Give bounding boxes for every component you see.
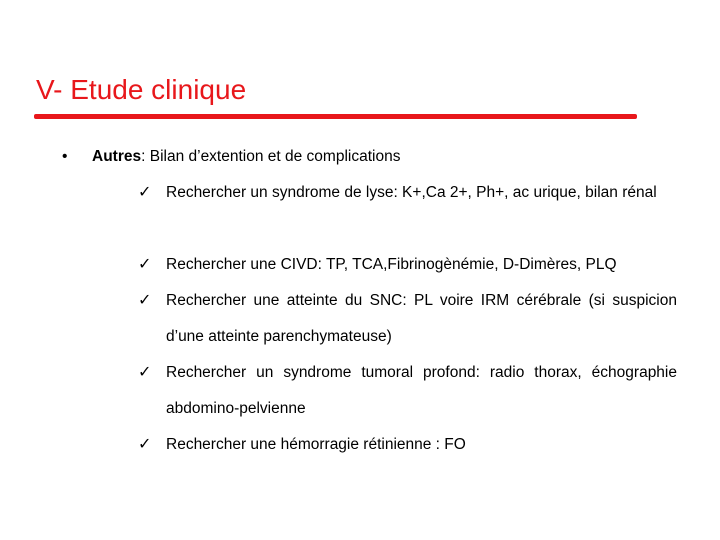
bullet-text: Bilan d’extention et de complications [145, 148, 401, 165]
bullet-key: Autres [92, 148, 142, 165]
title-underline [34, 114, 637, 119]
bullet-colon: : [141, 148, 146, 165]
checkmark-icon: ✓ [138, 364, 152, 381]
list-item: Rechercher une atteinte du SNC: PL voire IRM cérébrale (si suspicion d’une atteinte parenchymateuse) [166, 292, 677, 345]
bullet-dot-icon: • [62, 148, 68, 165]
list-item: Rechercher une CIVD: TP, TCA,Fibrinogènémie, D-Dimères, PLQ [166, 256, 617, 273]
checkmark-icon: ✓ [138, 292, 152, 309]
checkmark-icon: ✓ [138, 256, 152, 273]
list-item: Rechercher un syndrome tumoral profond: radio thorax, échographie abdomino-pelvienne [166, 364, 677, 417]
list-item: Rechercher un syndrome de lyse: K+,Ca 2+, Ph+, ac urique, bilan rénal [166, 184, 657, 201]
bullet-autres [62, 145, 400, 169]
checkmark-icon: ✓ [138, 436, 152, 453]
list-item: Rechercher une hémorragie rétinienne : FO [166, 436, 466, 453]
checkmark-icon: ✓ [138, 184, 152, 201]
slide-title: V- Etude clinique [36, 74, 247, 105]
